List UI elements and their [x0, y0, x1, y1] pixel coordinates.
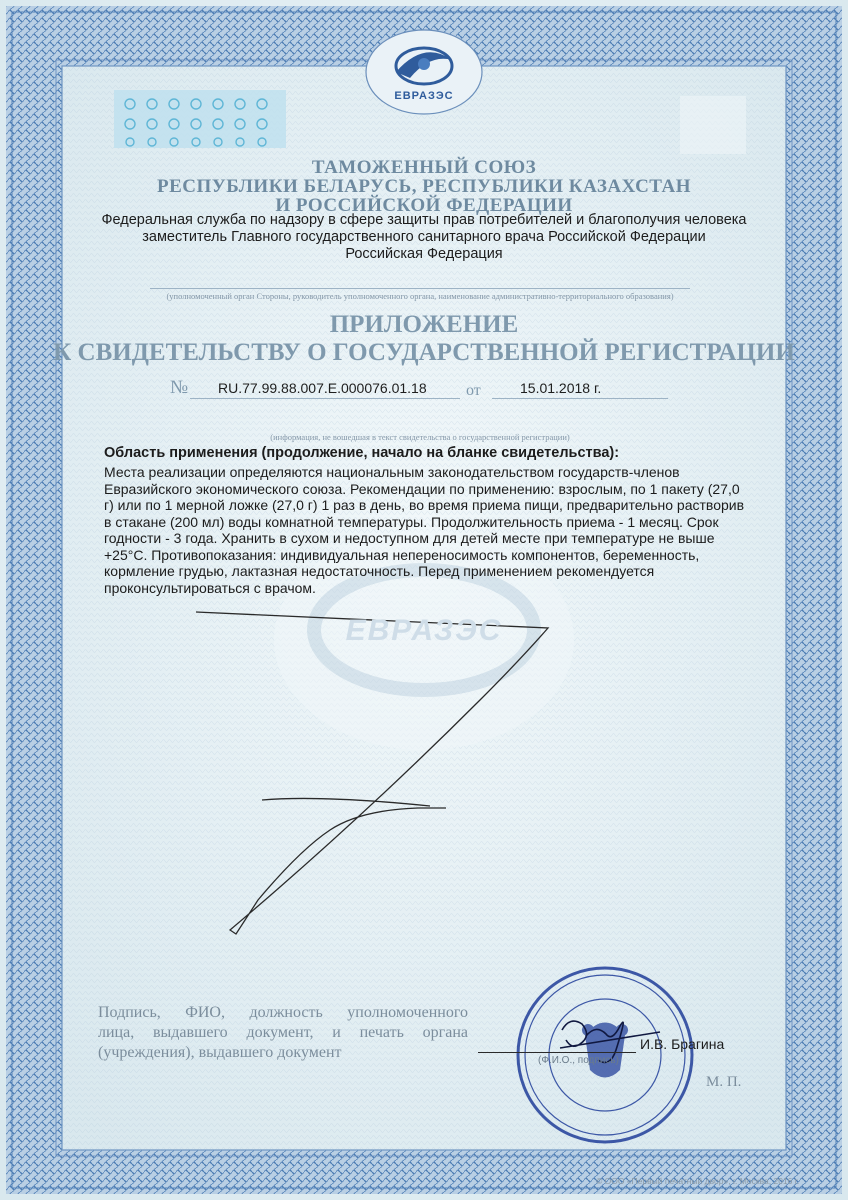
authority-line-3: Российская Федерация [345, 246, 503, 262]
scope-heading: Область применения (продолжение, начало на бланке свидетельства): [104, 445, 620, 461]
number-underline [190, 398, 460, 399]
hologram-sticker [114, 90, 286, 148]
scope-line: г) или по 1 мерной ложке (27,0 г) 1 раз в день, во время приема пищи, предварительно растворив [104, 497, 745, 513]
scope-line: +25°C. Противопоказания: индивидуальная непереносимость компонентов, беременность, [104, 546, 700, 563]
registration-number: RU.77.99.88.007.E.000076.01.18 [218, 380, 427, 396]
annex-title: ПРИЛОЖЕНИЕ [329, 311, 519, 338]
scope-line: кормление грудью, лактазная недостаточность. Перед применением рекомендуется [104, 563, 655, 579]
scope-line: Места реализации определяются национальным законодательством государств-членов [104, 464, 680, 480]
scope-line: проконсультироваться с врачом. [104, 579, 316, 596]
authority-line-1: Федеральная служба по надзору в сфере защиты прав потребителей и благополучия человека [101, 212, 747, 228]
scope-text [104, 464, 754, 596]
authority-line-2: заместитель Главного государственного санитарного врача Российской Федерации [142, 229, 706, 245]
printer-imprint: © ООО «Первый печатный двор», г. Москва, 2016 г. [596, 1176, 800, 1186]
emblem-label: ЕВРАЗЭС [394, 90, 454, 102]
signature-label-1: Подпись, ФИО, должность уполномоченного [98, 1004, 468, 1021]
stamp-place-label: М. П. [706, 1074, 742, 1090]
authority-caption: (уполномоченный орган Стороны, руководитель уполномоченного органа, наименование административно-территориального образования) [166, 291, 674, 301]
registration-date: 15.01.2018 г. [520, 380, 602, 396]
watermark-label: ЕВРАЗЭС [345, 614, 503, 647]
signature-caption: (Ф.И.О., подпись) [538, 1055, 619, 1066]
customs-union-title: ТАМОЖЕННЫЙ СОЮЗ [311, 157, 537, 178]
scope-line: в стакане (200 мл) воды комнатной температуры. Продолжительность приема - 1 месяц. Срок [104, 513, 719, 530]
info-caption: (информация, не вошедшая в текст свидетельства о государственной регистрации) [270, 432, 570, 442]
date-underline [492, 398, 668, 399]
signature-label-3: (учреждения), выдавшего документ [98, 1044, 342, 1061]
russian-federation-line: И РОССИЙСКОЙ ФЕДЕРАЦИИ [275, 195, 573, 216]
member-states-line: РЕСПУБЛИКИ БЕЛАРУСЬ, РЕСПУБЛИКИ КАЗАХСТАН [156, 176, 692, 197]
signature-underline [478, 1052, 636, 1053]
signature-label-2: лица, выдавшего документ, и печать органа [98, 1024, 468, 1041]
authority-underline [150, 288, 690, 289]
date-label: от [466, 382, 481, 399]
scope-line: Евразийского экономического союза. Рекомендации по применению: взрослым, по 1 пакету (27,0 [104, 480, 740, 497]
annex-subtitle: К СВИДЕТЕЛЬСТВУ О ГОСУДАРСТВЕННОЙ РЕГИСТРАЦИИ [53, 339, 795, 366]
number-label: № [170, 377, 189, 398]
signatory-name: И.В. Брагина [640, 1036, 725, 1052]
scope-line: годности - 3 года. Хранить в сухом и недоступном для детей месте при температуре не выше [104, 530, 715, 546]
